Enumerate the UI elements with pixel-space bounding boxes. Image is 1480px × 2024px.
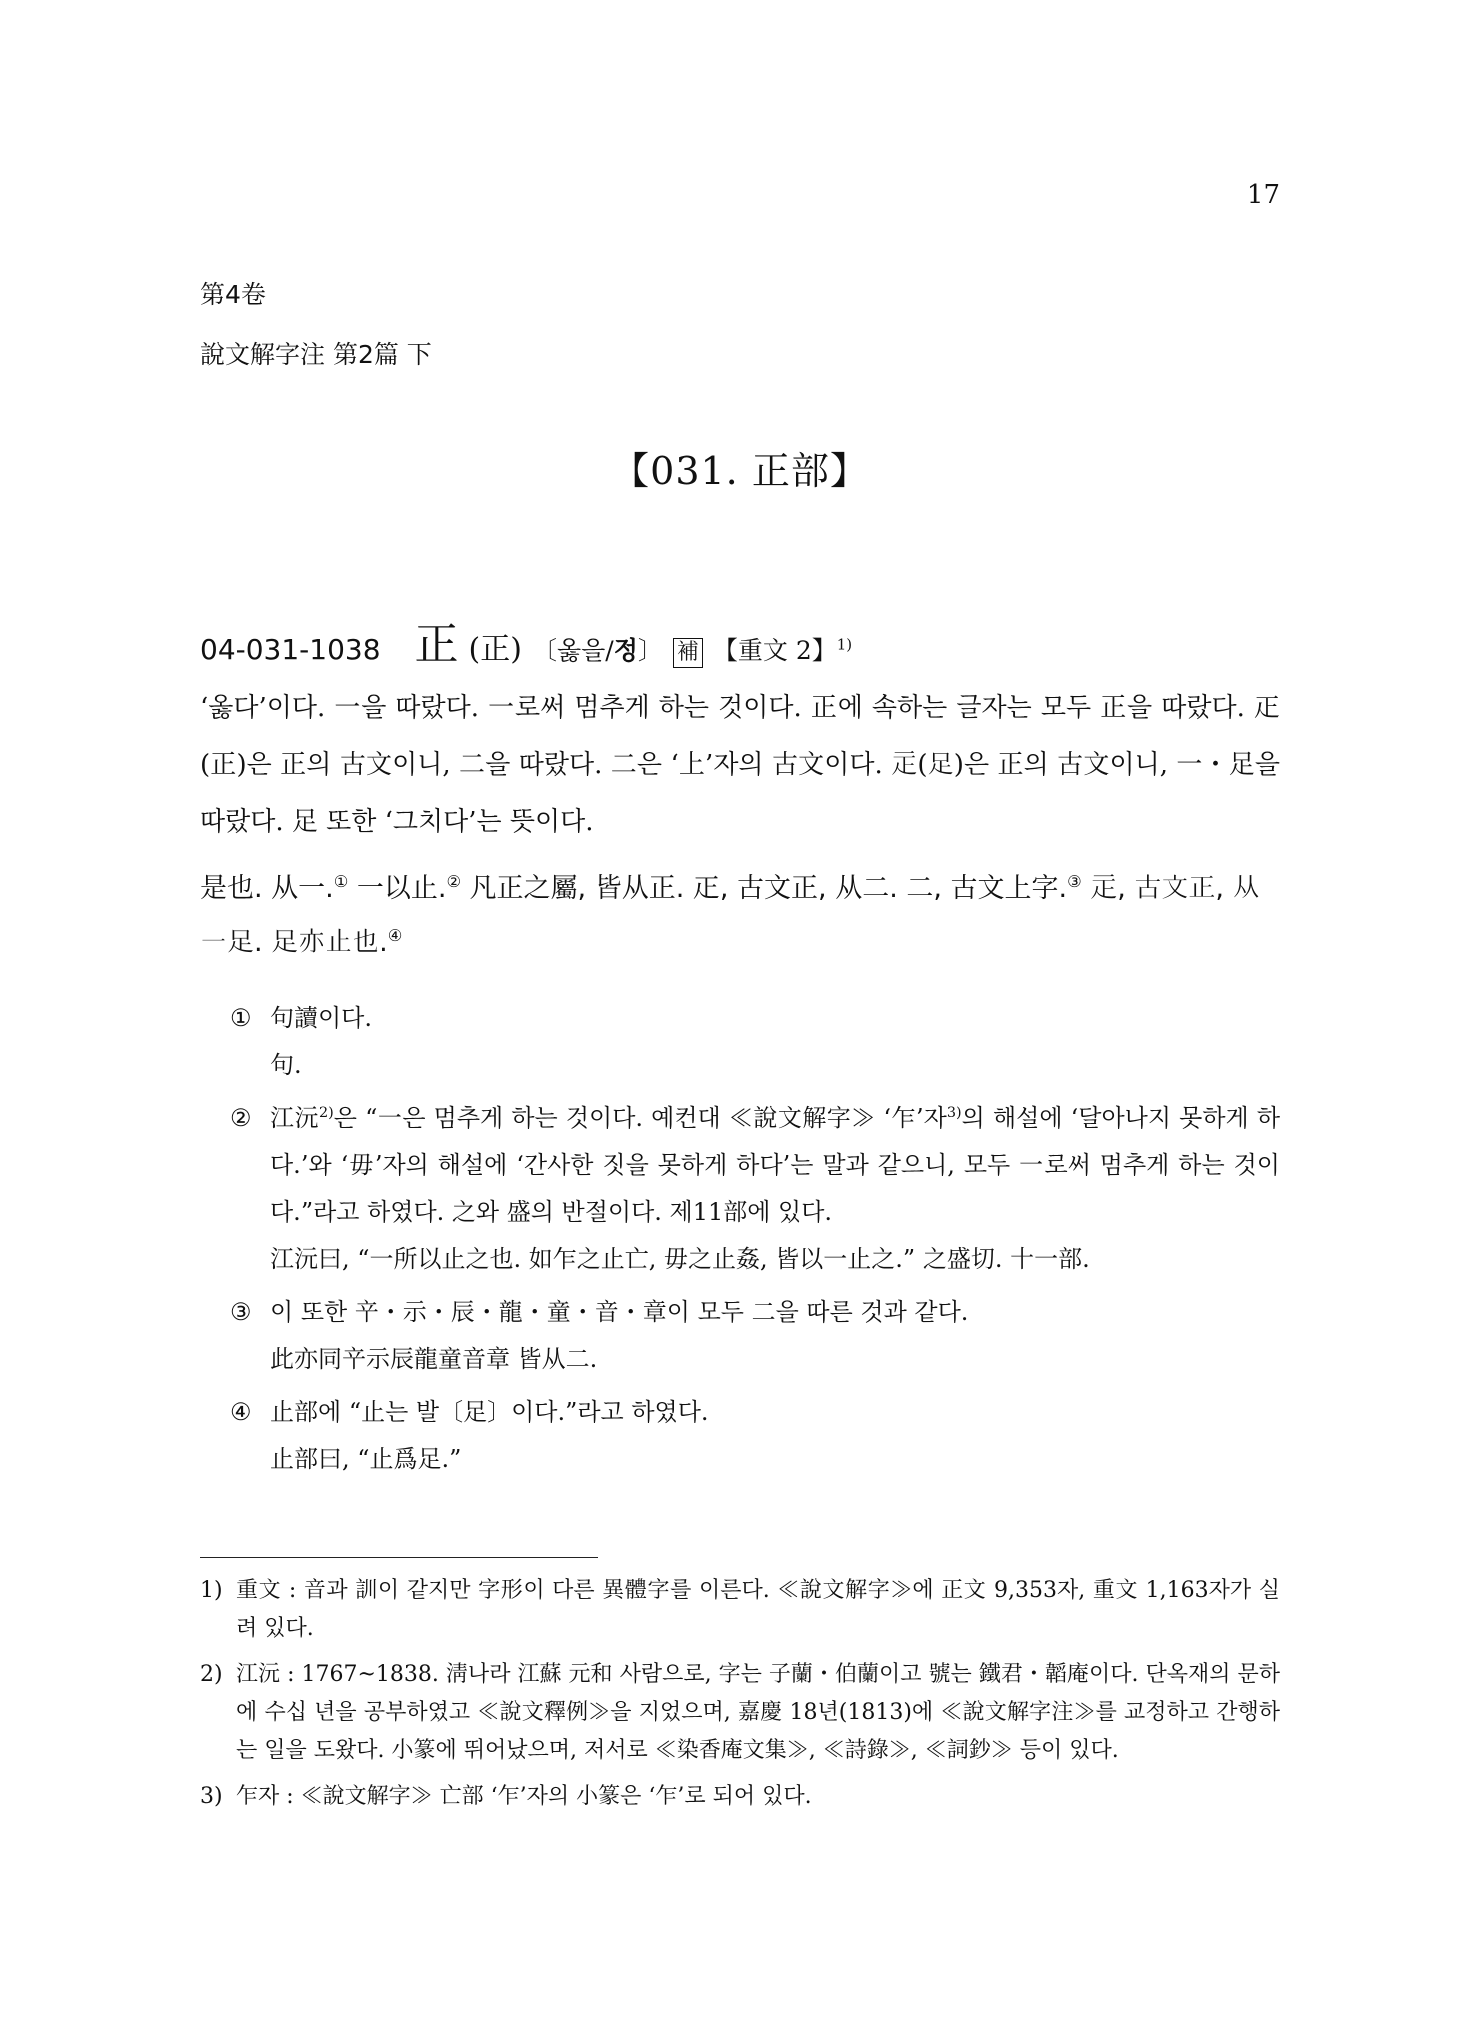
annotation-original: 句. bbox=[270, 1051, 302, 1079]
reading-sound: 정 bbox=[613, 636, 638, 665]
part-label: 說文解字注 第2篇 下 bbox=[200, 340, 432, 369]
footnote-list bbox=[200, 1572, 1280, 1824]
footnote-item bbox=[200, 1656, 1280, 1770]
note-ref: ① bbox=[333, 872, 349, 891]
supplement-mark: 補 bbox=[673, 638, 703, 668]
annotation-original: 江沅曰, “一所以止之也. 如乍之止亡, 毋之止姦, 皆以一止之.” 之盛切. 十一部. bbox=[270, 1245, 1090, 1273]
original-part: 凡正之屬, 皆从正. 𤴓, 古文正, 从二. 二, 古文上字. bbox=[460, 873, 1068, 904]
entry-glyph: (正) bbox=[468, 632, 522, 667]
variant-count bbox=[713, 631, 852, 667]
annotation-item bbox=[230, 995, 1280, 1089]
footnote-number: 2) bbox=[200, 1662, 223, 1687]
reading-close: 〕 bbox=[637, 636, 663, 665]
annotation-item bbox=[230, 1289, 1280, 1383]
annotation-number: ④ bbox=[230, 1398, 252, 1426]
seal-script-glyph: 正 bbox=[414, 619, 459, 670]
annotation-item bbox=[230, 1389, 1280, 1483]
page-number: 17 bbox=[1246, 180, 1280, 210]
annotation-number: ① bbox=[230, 1004, 252, 1032]
note-ref: ④ bbox=[387, 926, 403, 945]
annotation-item bbox=[230, 1095, 1280, 1283]
note-ref: ② bbox=[446, 872, 461, 891]
annotation-text: 止部에 “止는 발〔足〕이다.”라고 하였다. bbox=[270, 1398, 709, 1426]
footnote-text: 乍자 : ≪說文解字≫ 亡部 ‘乍’자의 小篆은 ‘乍’로 되어 있다. bbox=[236, 1784, 812, 1809]
original-part: 𤴕, 古文正, 从一足. 足亦止也. bbox=[200, 873, 1260, 958]
footnote-number: 1) bbox=[200, 1578, 223, 1603]
annotation-original: 此亦同䇂示辰龍童音章 皆从二. bbox=[270, 1345, 598, 1373]
original-text bbox=[200, 862, 1280, 970]
annotation-text: 이 또한 䇂・示・辰・龍・童・音・章이 모두 二을 따른 것과 같다. bbox=[270, 1298, 969, 1326]
footnote-text: 江沅 : 1767~1838. 淸나라 江蘇 元和 사람으로, 字는 子蘭・伯蘭이고 號는 鐵君・韜庵이다. 단옥재의 문하에 수십 년을 공부하였고 ≪說文釋例≫을 지었으며, 嘉慶 18년(1813)에 ≪說文解字注≫를 교정하고 간행하는 일을 도왔다. 小篆에 뛰어났으며, 저서로 ≪染香庵文集≫, ≪詩錄≫, ≪詞鈔≫ 등이 있다. bbox=[236, 1662, 1280, 1763]
annotation-text-part: 은 “一은 멈추게 하는 것이다. 예컨대 ≪說文解字≫ ‘乍’자 bbox=[333, 1104, 947, 1132]
footnote-item bbox=[200, 1572, 1280, 1648]
translation-paragraph: ‘옳다’이다. 一을 따랐다. 一로써 멈추게 하는 것이다. 正에 속하는 글자는 모두 正을 따랐다. 𤴓(正)은 正의 古文이니, 二을 따랐다. 二은 ‘上’자의 古文이다. 𤴕(足)은 正의 古文이니, 一・足을 따랐다. 足 또한 ‘그치다’는 뜻이다. bbox=[200, 693, 1280, 837]
note-ref: ③ bbox=[1067, 872, 1082, 891]
annotation-number: ② bbox=[230, 1104, 252, 1132]
annotation-original: 止部曰, “止爲足.” bbox=[270, 1445, 462, 1473]
original-part: 是也. 从一. bbox=[200, 873, 334, 904]
footnote-ref: 1) bbox=[836, 635, 853, 654]
original-part: 一以止. bbox=[348, 873, 447, 904]
reading-open: 〔옳을/ bbox=[531, 636, 614, 665]
annotation-text-part: 의 해설에 ‘달아나지 못하게 하다.’와 ‘毋’자의 해설에 ‘간사한 짓을 못하게 하다’는 말과 같으니, 모두 一로써 멈추게 하는 것이다.”라고 하였다. 之와 盛의 반절이다. 제11部에 있다. bbox=[270, 1104, 1280, 1226]
footnote-divider bbox=[200, 1557, 598, 1558]
footnote-ref: 3) bbox=[946, 1105, 962, 1121]
entry-heading bbox=[200, 608, 1300, 672]
annotation-number: ③ bbox=[230, 1298, 252, 1326]
variant-label: 【重文 2】 bbox=[712, 636, 837, 665]
footnote-item bbox=[200, 1778, 1280, 1816]
annotation-text-part: 江沅 bbox=[270, 1104, 319, 1132]
footnote-ref: 2) bbox=[319, 1105, 334, 1121]
footnote-number: 3) bbox=[200, 1784, 223, 1809]
volume-label: 第4卷 bbox=[200, 280, 266, 309]
section-title: 【031. 正部】 bbox=[611, 449, 869, 493]
annotation-list bbox=[230, 995, 1280, 1489]
entry-code: 04-031-1038 bbox=[200, 633, 381, 666]
annotation-text: 句讀이다. bbox=[270, 1004, 372, 1032]
entry-reading bbox=[532, 631, 663, 667]
annotation-text bbox=[270, 1095, 1280, 1236]
footnote-text: 重文 : 音과 訓이 같지만 字形이 다른 異體字를 이른다. ≪說文解字≫에 正文 9,353자, 重文 1,163자가 실려 있다. bbox=[236, 1578, 1280, 1641]
